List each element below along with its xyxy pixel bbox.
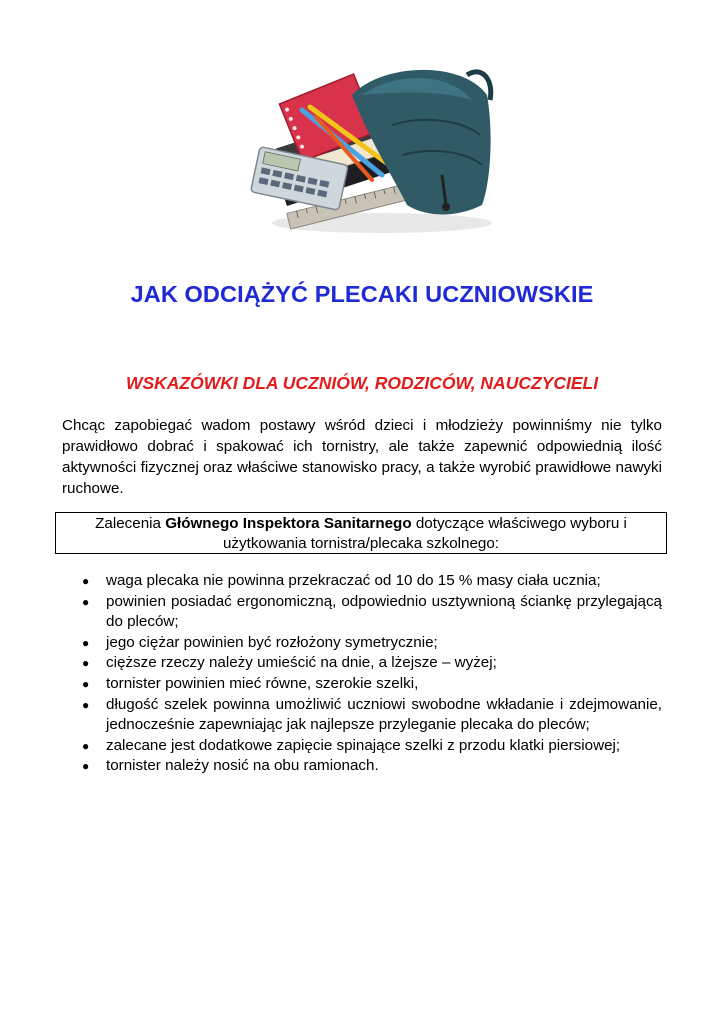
list-item	[62, 736, 662, 757]
list-item-text: powinien posiadać ergonomiczną, odpowiednio usztywnioną ściankę przylegającą do pleców;	[106, 592, 662, 631]
bullet-icon: ●	[82, 574, 90, 588]
bullet-icon: ●	[82, 738, 90, 753]
list-item-text: tornister powinien mieć równe, szerokie szelki,	[106, 674, 419, 692]
recommendation-list	[62, 571, 662, 777]
list-item-text: waga plecaka nie powinna przekraczać od 10 do 15 % masy ciała ucznia;	[106, 572, 601, 589]
list-item	[62, 674, 662, 695]
list-item-text: długość szelek powinna umożliwić uczniowi swobodne wkładanie i zdejmowanie, jednocześnie zapewniając jak najlepsze przyleganie plecaka do pleców;	[106, 695, 662, 734]
intro-paragraph: Chcąc zapobiegać wadom postawy wśród dzieci i młodzieży powinniśmy nie tylko prawidłowo dobrać i spakować ich tornistry, ale także zapewnić odpowiednią ilość aktywności fizycznej oraz właściwe stanowisko pracy, a także wyrobić prawidłowe nawyki ruchowe.	[62, 417, 662, 497]
bullet-icon: ●	[82, 697, 90, 712]
list-item-text: cięższe rzeczy należy umieścić na dnie, a lżejsze – wyżej;	[106, 654, 497, 672]
list-item-text: jego ciężar powinien być rozłożony symetrycznie;	[106, 633, 438, 651]
list-item	[62, 571, 662, 592]
bullet-icon: ●	[82, 635, 90, 650]
list-item	[62, 653, 662, 674]
list-item-text: zalecane jest dodatkowe zapięcie spinające szelki z przodu klatki piersiowej;	[106, 736, 621, 754]
backpack-illustration-icon	[232, 55, 494, 235]
list-item	[62, 633, 662, 654]
recommendation-prefix: Zalecenia	[95, 515, 166, 532]
recommendation-suffix: dotyczące właściwego wyboru i użytkowania tornistra/plecaka szkolnego:	[222, 515, 627, 552]
recommendation-authority: Głównego Inspektora Sanitarnego	[165, 515, 412, 532]
bullet-icon: ●	[82, 676, 90, 691]
list-item	[62, 592, 662, 633]
bullet-icon: ●	[82, 594, 90, 609]
bullet-icon: ●	[82, 656, 90, 671]
list-item	[62, 756, 662, 777]
list-item-text: tornister należy nosić na obu ramionach.	[106, 757, 379, 775]
bullet-icon: ●	[82, 759, 90, 774]
page-title: JAK ODCIĄŻYĆ PLECAKI UCZNIOWSKIE	[130, 281, 594, 307]
page-subtitle: WSKAZÓWKI DLA UCZNIÓW, RODZICÓW, NAUCZYCIELI	[125, 373, 599, 393]
list-item	[62, 695, 662, 736]
recommendation-box	[55, 512, 667, 554]
